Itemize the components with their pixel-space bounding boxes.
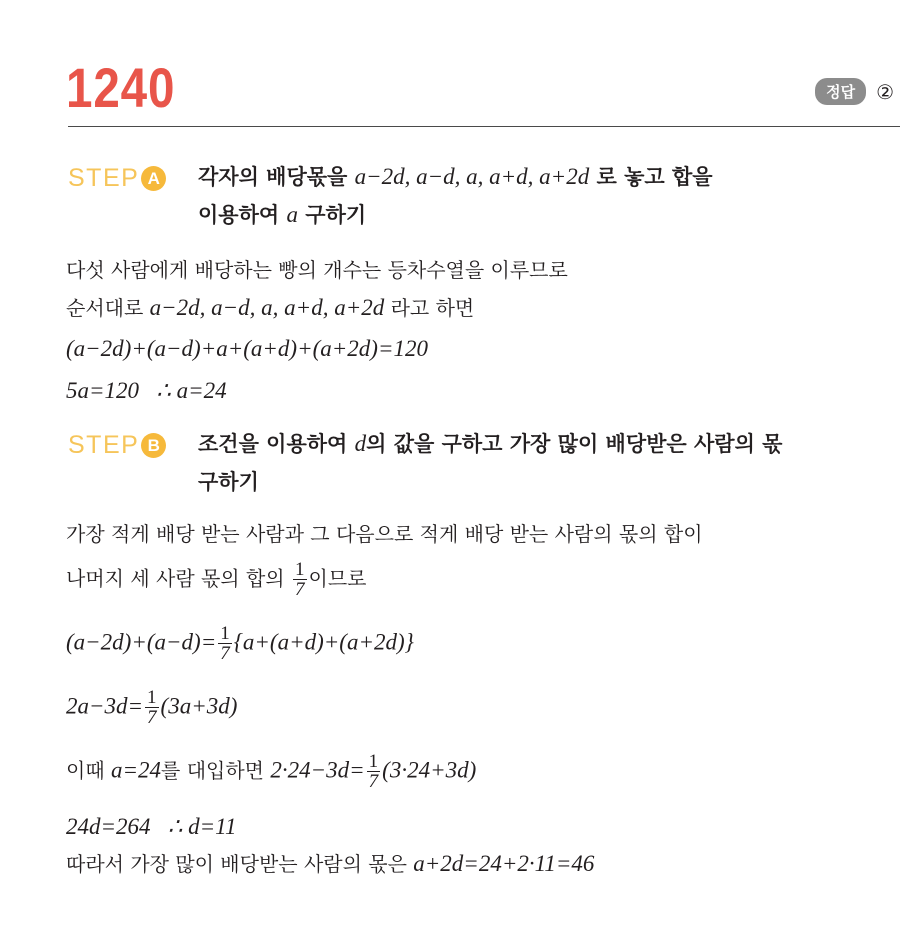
body-b-line5-math2: 2·24−3d= (270, 757, 365, 783)
equation-1: (a−2d)+(a−d)+a+(a+d)+(a+2d)=120 (66, 336, 428, 361)
answer-value: ② (876, 79, 894, 104)
body-b-line5-mid: 를 대입하면 (161, 758, 264, 783)
step-a-tag (68, 164, 166, 193)
equation-3-left: (a−2d)+(a−d)= (66, 629, 217, 655)
step-a-letter-icon: A (141, 166, 166, 191)
step-b-tag (68, 431, 166, 460)
body-b-line2-prefix: 나머지 세 사람 몫의 합의 (66, 566, 285, 591)
body-a-line2-suffix: 라고 하면 (390, 296, 475, 320)
step-a-word: STEP (68, 164, 140, 192)
body-b-line5-math3: (3·24+3d) (382, 757, 477, 783)
body-a-line2-prefix: 순서대로 (66, 296, 144, 320)
step-a-title (198, 158, 878, 234)
step-a-title-suffix: 로 놓고 합을 (596, 165, 713, 189)
step-a-title2-math: a (286, 202, 298, 227)
problem-number: 1240 (66, 56, 176, 119)
fraction-one-seventh: $\frac{1}{7}$ (295, 559, 305, 600)
step-b-word: STEP (68, 431, 140, 459)
step-b-title-prefix: 조건을 이용하여 (198, 432, 348, 456)
equation-4-left: 2a−3d= (66, 693, 144, 719)
equation-4-fraction: $\frac{1}{7}$ (147, 687, 157, 728)
step-b-title-math: d (354, 431, 367, 456)
step-b-title-line2: 구하기 (198, 470, 259, 494)
answer-badge: 정답 (815, 78, 866, 105)
body-b-line2 (66, 560, 366, 600)
equation-3-fraction: $\frac{1}{7}$ (220, 623, 230, 664)
body-b-line5-math1: a=24 (111, 757, 162, 783)
equation-5-fraction: $\frac{1}{7}$ (368, 751, 379, 792)
header-divider (68, 126, 900, 127)
body-b-line1: 가장 적게 배당 받는 사람과 그 다음으로 적게 배당 받는 사람의 몫의 합이 (66, 522, 703, 546)
equation-4 (66, 688, 237, 728)
body-a-line2 (66, 292, 474, 321)
equation-4-right: (3a+3d) (160, 693, 238, 719)
step-a-title-prefix: 각자의 배당몫을 (198, 165, 348, 189)
equation-6: 24d=264 ∴ d=11 (66, 814, 237, 839)
step-b-title-suffix: 의 값을 구하고 가장 많이 배당받은 사람의 몫 (366, 432, 783, 456)
equation-2: 5a=120 ∴ a=24 (66, 378, 227, 403)
equation-3-right: {a+(a+d)+(a+2d)} (233, 629, 414, 655)
body-a-line1: 다섯 사람에게 배당하는 빵의 개수는 등차수열을 이루므로 (66, 258, 568, 282)
step-a-title2-suffix: 구하기 (305, 203, 367, 227)
body-b-line7-math: a+2d=24+2·11=46 (413, 851, 595, 876)
body-b-line5 (66, 752, 476, 792)
body-b-line7-prefix: 따라서 가장 많이 배당받는 사람의 몫은 (66, 852, 407, 876)
step-a-title-math: a−2d, a−d, a, a+d, a+2d (354, 164, 590, 189)
answer-area (815, 78, 894, 105)
equation-3 (66, 624, 414, 664)
body-b-line7 (66, 848, 594, 877)
step-b-title (198, 425, 878, 501)
step-b-letter-icon: B (141, 433, 166, 458)
step-a-title2-prefix: 이용하여 (198, 203, 280, 227)
body-b-line2-suffix: 이므로 (308, 566, 367, 591)
body-a-line2-math: a−2d, a−d, a, a+d, a+2d (149, 295, 385, 320)
body-b-line5-prefix: 이때 (66, 758, 105, 783)
